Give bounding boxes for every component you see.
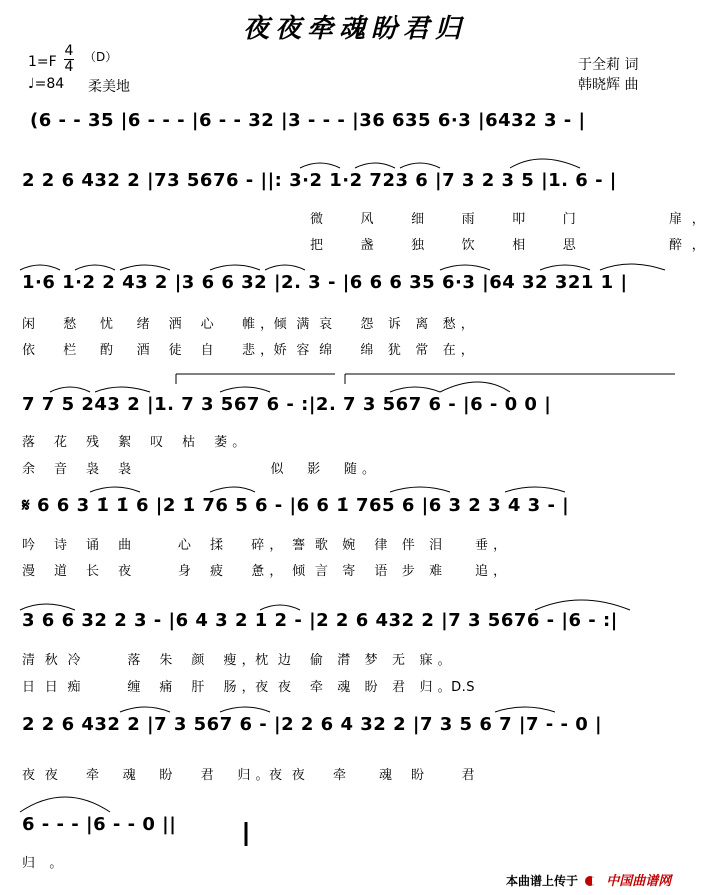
time-numerator: 4 [64, 43, 74, 59]
lyric-line-6b: 日 日 痴 缠 痛 肝 肠 ，夜 夜 牵 魂 盼 君 归 。D.S [22, 680, 475, 695]
lyricist-credit: 于全莉 词 [578, 57, 639, 73]
time-denominator: 4 [64, 59, 74, 75]
score-line-3: 1·6 1·2 2 43 2 |3 6 6 32 |2. 3 - |6 6 6 35 6·3 |64 32 321 1 | [22, 272, 628, 293]
key-signature: 1=F [28, 54, 57, 70]
lyric-line-3b: 依 栏 酌 酒 徒 自 悲 ，娇 容 绵 绵 犹 常 在 ， [22, 343, 475, 358]
site-name[interactable]: 中国曲谱网 [606, 874, 672, 889]
tempo-marking: ♩=84 [28, 76, 65, 92]
score-line-4: 7 7 5 243 2 |1. 7 3 567 6 - :|2. 7 3 567 6 - |6 - 0 0 | [22, 394, 552, 415]
lyric-line-8a: 归 。 [22, 856, 63, 871]
score-line-8: 6 - - - |6 - - 0 || [22, 814, 177, 835]
score-line-7: 2 2 6 432 2 |7 3 567 6 - |2 2 6 4 32 2 |7 3 5 6 7 |7 - - 0 | [22, 714, 603, 735]
upload-notice: 本曲谱上传于 [506, 874, 579, 888]
score-line-5: 𝄋 6 6 3 1̇ 1̇ 6 |2 1̇ 76 5 6 - |6 6 1̇ 765 6 |6 3 2 3 4 3 - | [22, 495, 570, 516]
lyric-line-5a: 吟 诗 诵 曲 心 揉 碎 ， 謇 歌 婉 律 伴 泪 垂 ， [22, 538, 507, 553]
mode-label: （D） [84, 50, 118, 64]
lyric-line-2b: 把 盏 独 饮 相 思 醉 ， [310, 238, 706, 253]
footer [506, 870, 671, 889]
lyric-line-5b: 漫 道 长 夜 身 疲 惫 ， 倾 言 寄 语 步 难 追 ， [22, 564, 507, 579]
lyric-line-4b: 余 音 袅 袅 似 影 随 。 [22, 462, 376, 477]
expression-marking: 柔美地 [88, 79, 130, 95]
lyric-line-2a: 微 风 细 雨 叩 门 扉 ， [310, 212, 706, 227]
lyric-line-7a: 夜 夜 牵 魂 盼 君 归 。夜 夜 牵 魂 盼 君 [22, 768, 476, 783]
site-logo-icon [583, 874, 601, 888]
lyric-line-6a: 清 秋 冷 落 朱 颜 瘦 ，枕 边 偷 潸 梦 无 寐 。 [22, 653, 452, 668]
score-line-6: 3 6 6 32 2 3 - |6 4 3 2 1 2 - |2 2 6 432 2 |7 3 5676 - |6 - :| [22, 610, 618, 631]
score-line-1: (6 - - 35 |6 - - - |6 - - 32 |3 - - - |36 635 6·3 |6432 3 - | [30, 110, 586, 131]
page-title: 夜夜牵魂盼君归 [242, 14, 467, 44]
lyric-line-4a: 落 花 残 絮 叹 枯 萎 。 [22, 435, 246, 450]
score-line-2: 2 2 6 432 2 |73 5676 - ||: 3·2 1·2 723 6 |7 3 2 3 5 |1. 6 - | [22, 170, 617, 191]
lyric-line-3a: 闲 愁 忧 绪 洒 心 帷 ，倾 满 哀 怨 诉 离 愁 ， [22, 317, 475, 332]
composer-credit: 韩晓辉 曲 [578, 77, 639, 93]
